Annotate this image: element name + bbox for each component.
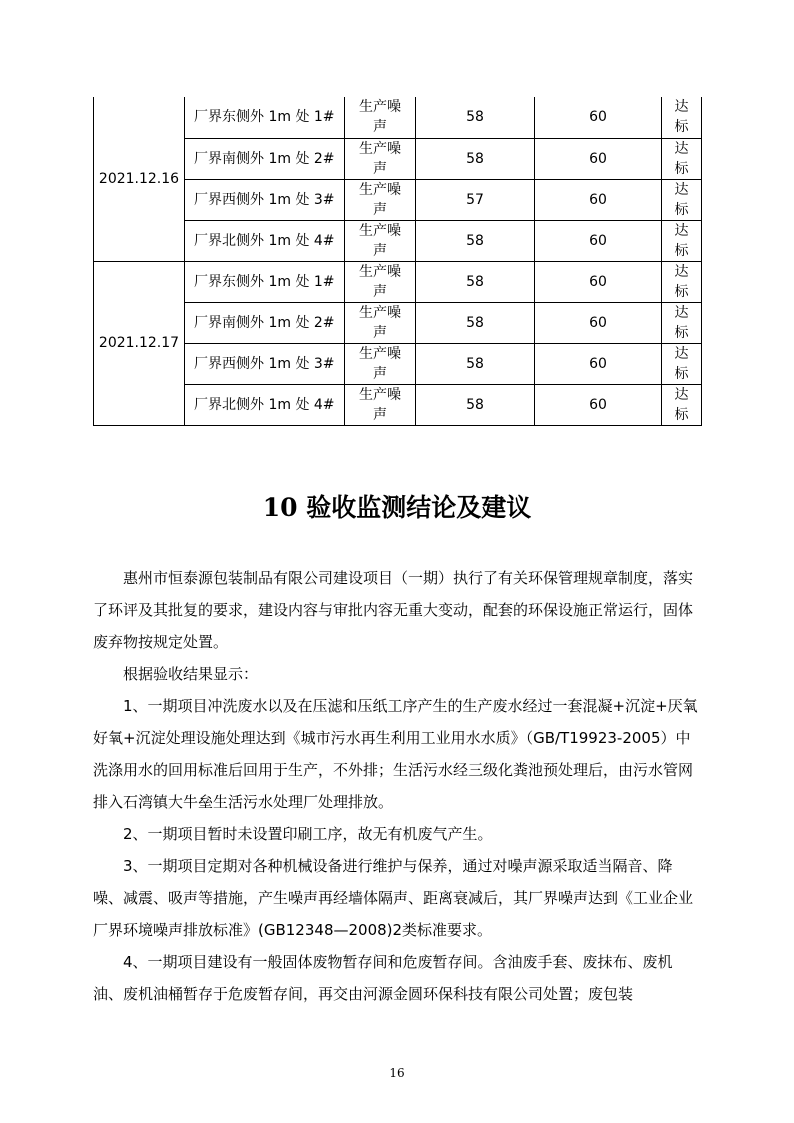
measured-value-cell: 58 (416, 261, 535, 302)
measured-value-cell: 58 (416, 138, 535, 179)
section-heading: 10 验收监测结论及建议 (262, 493, 532, 522)
noise-type-cell: 生产噪 声 (345, 97, 416, 138)
result-cell: 达 标 (662, 97, 702, 138)
limit-value-cell: 60 (535, 179, 662, 220)
noise-type-cell: 生产噪 声 (345, 261, 416, 302)
measured-value-cell: 58 (416, 302, 535, 343)
result-cell: 达 标 (662, 179, 702, 220)
limit-value-cell: 60 (535, 97, 662, 138)
location-cell: 厂界南侧外 1m 处 2# (185, 138, 345, 179)
noise-type-cell: 生产噪 声 (345, 302, 416, 343)
paragraph: 根据验收结果显示： (123, 665, 259, 683)
noise-type-cell: 生产噪 声 (345, 179, 416, 220)
result-cell: 达 标 (662, 138, 702, 179)
paragraph: 4、一期项目建设有一般固体废物暂存间和危废暂存间。含油废手套、废抹布、废机油、废机油桶暂存于危废暂存间，再交由河源金圆环保科技有限公司处置；废包装 (93, 953, 673, 1003)
measured-value-cell: 58 (416, 220, 535, 261)
table-row (94, 261, 702, 302)
limit-value-cell: 60 (535, 220, 662, 261)
location-cell: 厂界北侧外 1m 处 4# (185, 220, 345, 261)
location-cell: 厂界南侧外 1m 处 2# (185, 302, 345, 343)
noise-monitoring-table (93, 97, 702, 426)
table-row (94, 179, 702, 220)
measured-value-cell: 58 (416, 97, 535, 138)
location-cell: 厂界东侧外 1m 处 1# (185, 261, 345, 302)
date-cell: 2021.12.16 (94, 97, 185, 261)
noise-type-cell: 生产噪 声 (345, 138, 416, 179)
paragraph: 3、一期项目定期对各种机械设备进行维护与保养，通过对噪声源采取适当隔音、降噪、减震、吸声等措施，产生噪声再经墙体隔声、距离衰减后，其厂界噪声达到《工业企业厂界环境噪声排放标准》(GB12348—2008)2类标准要求。 (93, 857, 694, 939)
location-cell: 厂界西侧外 1m 处 3# (185, 343, 345, 384)
limit-value-cell: 60 (535, 138, 662, 179)
paragraph: 惠州市恒泰源包装制品有限公司建设项目（一期）执行了有关环保管理规章制度，落实了环评及其批复的要求，建设内容与审批内容无重大变动，配套的环保设施正常运行，固体废弃物按规定处置。 (93, 569, 694, 651)
location-cell: 厂界西侧外 1m 处 3# (185, 179, 345, 220)
result-cell: 达 标 (662, 261, 702, 302)
paragraph: 1、一期项目冲洗废水以及在压滤和压纸工序产生的生产废水经过一套混凝+沉淀+厌氧好氧+沉淀处理设施处理达到《城市污水再生利用工业用水水质》（GB/T19923-2005）中洗涤用水的回用标准后回用于生产，不外排；生活污水经三级化粪池预处理后，由污水管网排入石湾镇大牛垒生活污水处理厂处理排放。 (93, 697, 698, 811)
conclusion-body (93, 562, 701, 1010)
result-cell: 达 标 (662, 220, 702, 261)
paragraph: 2、一期项目暂时未设置印刷工序，故无有机废气产生。 (123, 825, 493, 843)
result-cell: 达 标 (662, 343, 702, 384)
noise-type-cell: 生产噪 声 (345, 384, 416, 425)
noise-type-cell: 生产噪 声 (345, 343, 416, 384)
location-cell: 厂界北侧外 1m 处 4# (185, 384, 345, 425)
limit-value-cell: 60 (535, 343, 662, 384)
measured-value-cell: 57 (416, 179, 535, 220)
measured-value-cell: 58 (416, 384, 535, 425)
table-row (94, 220, 702, 261)
limit-value-cell: 60 (535, 384, 662, 425)
date-cell: 2021.12.17 (94, 261, 185, 425)
table-row (94, 343, 702, 384)
measured-value-cell: 58 (416, 343, 535, 384)
page-number: 16 (389, 1066, 405, 1080)
result-cell: 达 标 (662, 384, 702, 425)
table-row (94, 302, 702, 343)
result-cell: 达 标 (662, 302, 702, 343)
table-row (94, 97, 702, 138)
limit-value-cell: 60 (535, 302, 662, 343)
table-row (94, 384, 702, 425)
limit-value-cell: 60 (535, 261, 662, 302)
location-cell: 厂界东侧外 1m 处 1# (185, 97, 345, 138)
table-row (94, 138, 702, 179)
noise-type-cell: 生产噪 声 (345, 220, 416, 261)
